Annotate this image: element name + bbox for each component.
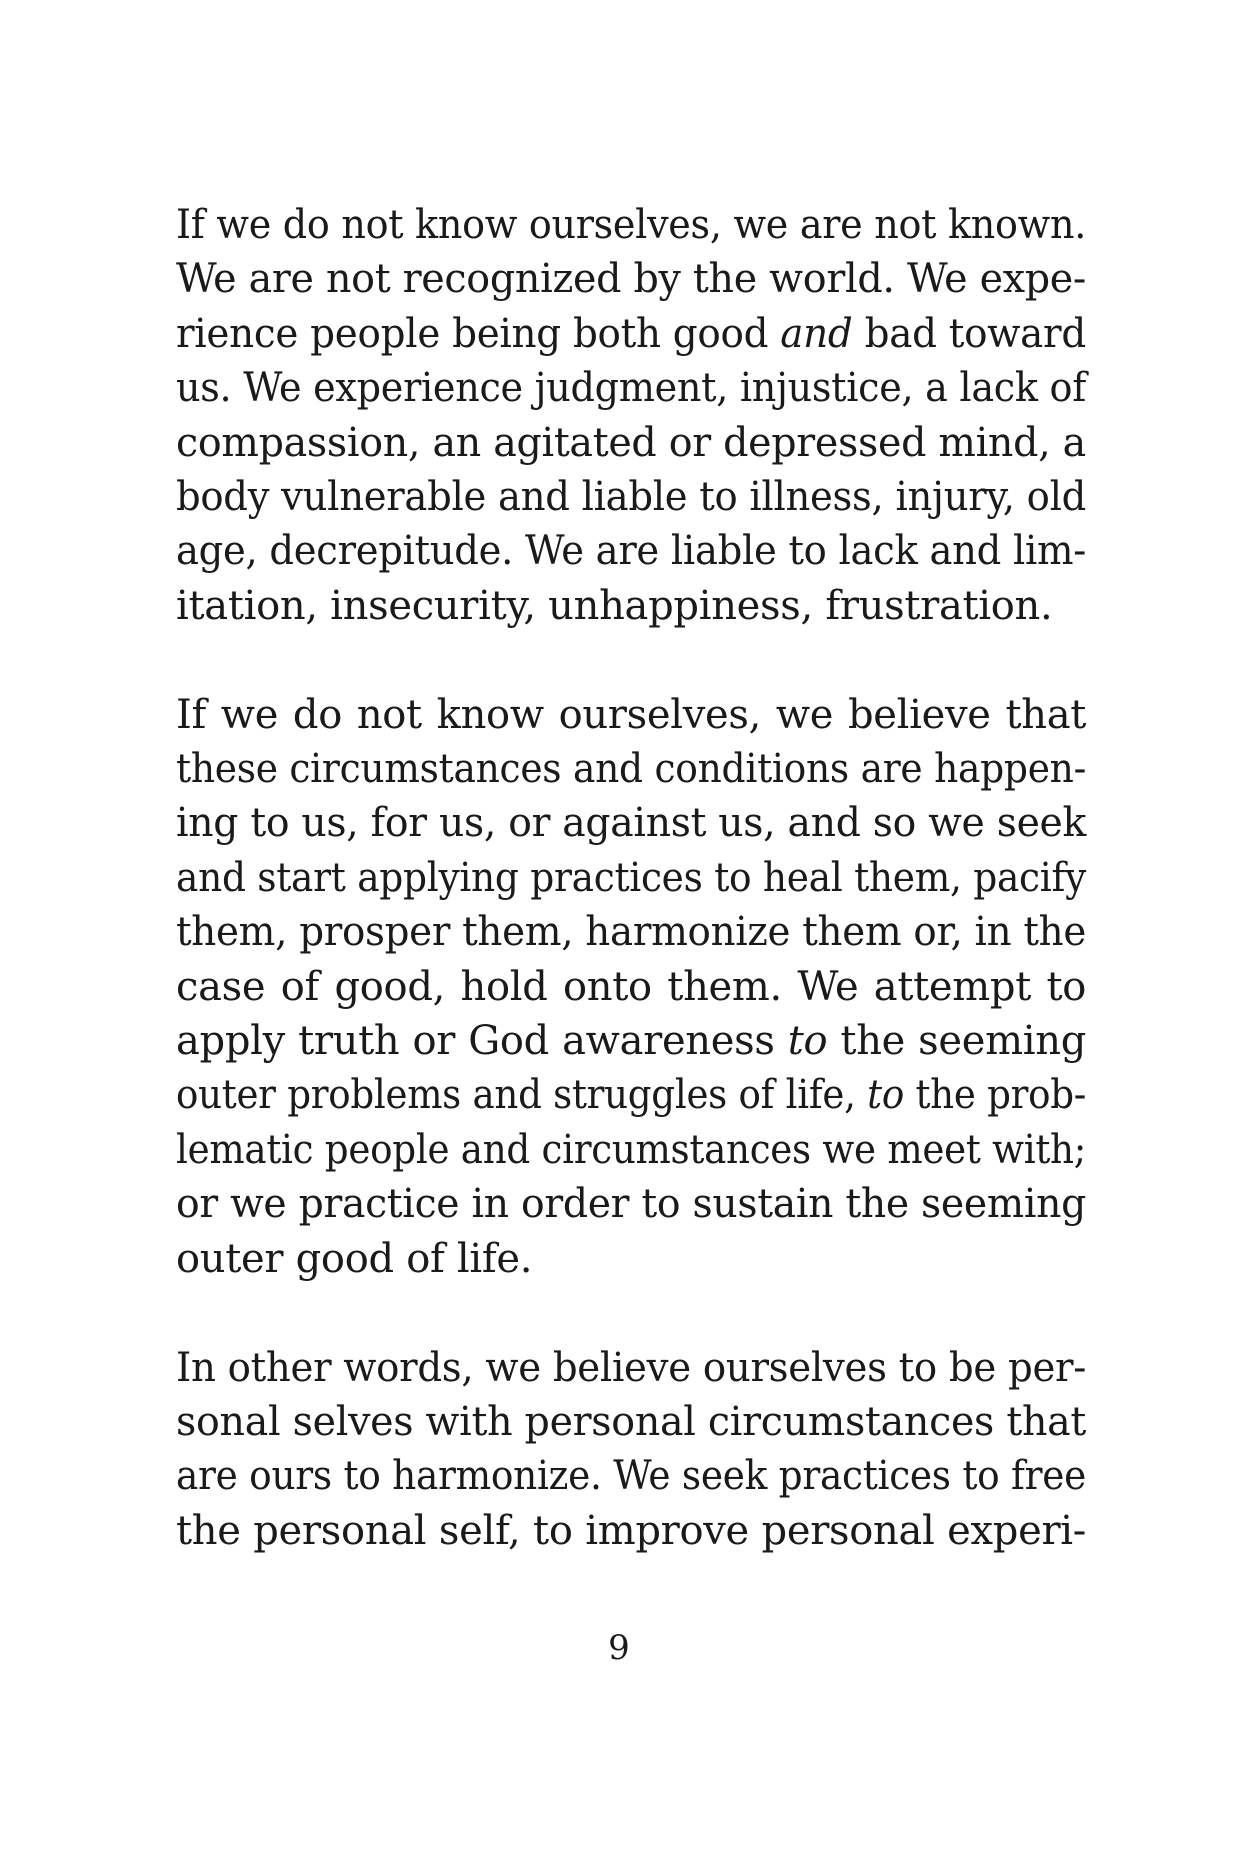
line-segment: outer good of life.	[176, 1235, 533, 1282]
line-segment: the prob-	[903, 1072, 1087, 1119]
line-segment: age, decrepitude. We are liable to lack and lim-	[176, 528, 1086, 575]
emphasized-word: to	[787, 1018, 828, 1065]
line-segment: us. We experience judgment, injustice, a lack of	[176, 365, 1087, 412]
line-segment: apply truth or God awareness	[176, 1018, 788, 1065]
text-line	[176, 1014, 1086, 1068]
text-line	[176, 688, 1086, 742]
emphasized-word: to	[867, 1072, 904, 1119]
text-line	[176, 1395, 1086, 1449]
text-line	[176, 416, 1086, 470]
text-line	[176, 1068, 1086, 1122]
line-segment: lematic people and circumstances we meet with;	[176, 1126, 1087, 1173]
line-segment: ing to us, for us, or against us, and so we seek	[176, 800, 1087, 847]
line-segment: If we do not know ourselves, we are not known.	[176, 202, 1087, 248]
text-line	[176, 1232, 1086, 1286]
text-line	[176, 579, 1086, 633]
text-line	[176, 796, 1086, 850]
line-segment: are ours to harmonize. We seek practices to free	[176, 1453, 1086, 1500]
text-line	[176, 742, 1086, 796]
text-line	[176, 1449, 1086, 1503]
line-segment: itation, insecurity, unhappiness, frustration.	[176, 582, 1053, 629]
line-segment: If we do not know ourselves, we believe that	[176, 691, 1087, 738]
line-segment: the personal self, to improve personal experi-	[176, 1507, 1086, 1554]
text-line	[176, 1341, 1086, 1395]
line-segment: these circumstances and conditions are happen-	[176, 746, 1087, 793]
line-segment: them, prosper them, harmonize them or, in the	[176, 909, 1086, 956]
text-line	[176, 307, 1086, 361]
line-segment: and start applying practices to heal them, pacify	[176, 854, 1086, 901]
line-segment: We are not recognized by the world. We expe-	[176, 256, 1087, 303]
text-line	[176, 361, 1086, 415]
line-segment: In other words, we believe ourselves to be per-	[176, 1344, 1087, 1391]
paragraph	[176, 688, 1086, 1286]
text-line	[176, 1504, 1086, 1558]
paragraph	[176, 198, 1086, 633]
text-line	[176, 960, 1086, 1014]
page-number: 9	[608, 1628, 630, 1668]
line-segment: compassion, an agitated or depressed mind, a	[176, 419, 1086, 466]
text-line	[176, 1123, 1086, 1177]
line-segment: bad toward	[852, 310, 1086, 357]
line-segment: outer problems and struggles of life,	[176, 1072, 868, 1119]
body-text	[176, 198, 1086, 1558]
line-segment: the seeming	[827, 1018, 1087, 1065]
paragraph	[176, 1341, 1086, 1559]
text-line	[176, 524, 1086, 578]
text-line	[176, 198, 1086, 252]
text-line	[176, 1177, 1086, 1231]
line-segment: sonal selves with personal circumstances that	[176, 1398, 1087, 1445]
emphasized-word: and	[780, 310, 853, 357]
line-segment: body vulnerable and liable to illness, injury, old	[176, 474, 1087, 521]
text-line	[176, 252, 1086, 306]
text-line	[176, 905, 1086, 959]
line-segment: rience people being both good	[176, 310, 781, 357]
line-segment: or we practice in order to sustain the seeming	[176, 1181, 1087, 1228]
text-line	[176, 851, 1086, 905]
text-line	[176, 470, 1086, 524]
line-segment: case of good, hold onto them. We attempt to	[176, 963, 1086, 1010]
